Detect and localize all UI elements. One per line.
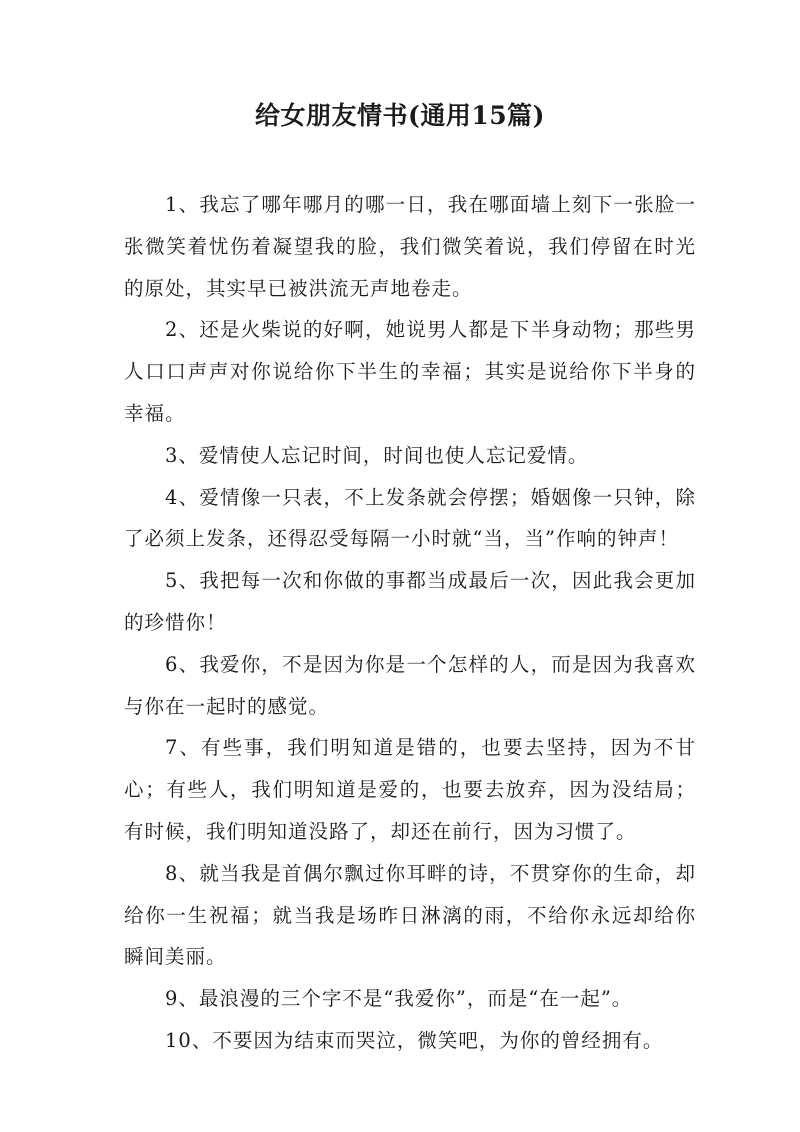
document-title: 给女朋友情书(通用15篇) [255,101,545,130]
paragraph-1: 1、我忘了哪年哪月的哪一日，我在哪面墙上刻下一张脸一张微笑着忧伤着凝望我的脸，我们微笑着说，我们停留在时光的原处，其实早已被洪流无声地卷走。 [124,193,696,300]
paragraph-6: 6、我爱你，不是因为你是一个怎样的人，而是因为我喜欢与你在一起时的感觉。 [124,652,696,718]
document-body [124,184,696,1062]
paragraph-7: 7、有些事，我们明知道是错的，也要去坚持，因为不甘心；有些人，我们明知道是爱的，也要去放弃，因为没结局；有时候，我们明知道没路了，却还在前行，因为习惯了。 [124,736,696,843]
paragraph-3: 3、爱情使人忘记时间，时间也使人忘记爱情。 [165,443,589,467]
paragraph-2: 2、还是火柴说的好啊，她说男人都是下半身动物；那些男人口口声声对你说给你下半生的幸福；其实是说给你下半身的幸福。 [124,318,696,425]
paragraph-5: 5、我把每一次和你做的事都当成最后一次，因此我会更加的珍惜你！ [124,569,696,634]
paragraph-4: 4、爱情像一只表，不上发条就会停摆；婚姻像一只钟，除了必须上发条，还得忍受每隔一小时就“当，当”作响的钟声！ [124,485,696,551]
paragraph-10: 10、不要因为结束而哭泣，微笑吧，为你的曾经拥有。 [165,1028,664,1052]
paragraph-8: 8、就当我是首偶尔飘过你耳畔的诗，不贯穿你的生命，却给你一生祝福；就当我是场昨日淋漓的雨，不给你永远却给你瞬间美丽。 [124,861,696,969]
paragraph-9: 9、最浪漫的三个字不是“我爱你”，而是“在一起”。 [165,987,633,1011]
